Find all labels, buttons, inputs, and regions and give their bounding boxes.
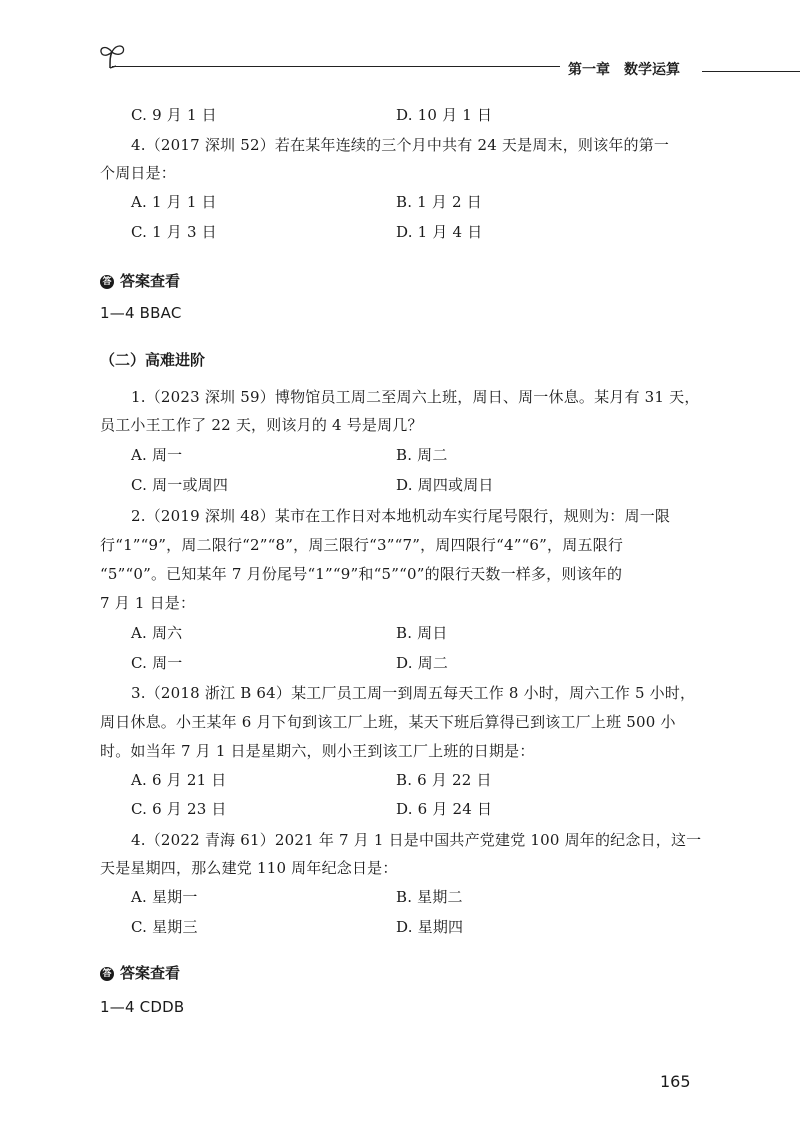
q4-option-d: D. 1 月 4 日	[396, 223, 483, 241]
p2-question-1-line-2: 员工小王工作了 22 天，则该月的 4 号是周几？	[100, 416, 423, 434]
p2-q1-option-b: B. 周二	[396, 446, 448, 464]
answer-heading-2	[100, 962, 180, 983]
p2-q2-option-b: B. 周日	[396, 624, 448, 642]
answer-heading-text: 答案查看	[120, 964, 181, 982]
p2-question-2-line-3: “5”“0”。已知某年 7 月份尾号“1”“9”和“5”“0”的限行天数一样多，则该年的	[100, 565, 623, 583]
p2-question-1-line-1: 1.（2023 深圳 59）博物馆员工周二至周六上班，周日、周一休息。某月有 31 天，	[131, 388, 700, 406]
q4-option-b: B. 1 月 2 日	[396, 193, 482, 211]
answer-heading-1	[100, 270, 180, 291]
option-d-prev: D. 10 月 1 日	[396, 106, 493, 124]
p2-q2-option-c: C. 周一	[131, 654, 183, 672]
p2-q3-option-a: A. 6 月 21 日	[131, 771, 227, 789]
header-rule-right	[702, 71, 800, 72]
answer-heading-text: 答案查看	[120, 272, 181, 290]
p2-question-2-line-1: 2.（2019 深圳 48）某市在工作日对本地机动车实行尾号限行，规则为：周一限	[131, 507, 671, 525]
section-title: （二）高难进阶	[100, 351, 206, 369]
q4-option-c: C. 1 月 3 日	[131, 223, 217, 241]
p2-question-3-line-2: 周日休息。小王某年 6 月下旬到该工厂上班，某天下班后算得已到该工厂上班 500 小	[100, 713, 676, 731]
p2-q4-option-c: C. 星期三	[131, 918, 198, 936]
p2-question-2-line-4: 7 月 1 日是：	[100, 594, 196, 612]
p2-q3-option-d: D. 6 月 24 日	[396, 800, 493, 818]
p2-question-2-line-2: 行“1”“9”，周二限行“2”“8”，周三限行“3”“7”，周四限行“4”“6”，周五限行	[100, 536, 624, 554]
p2-q1-option-c: C. 周一或周四	[131, 476, 229, 494]
p2-q3-option-b: B. 6 月 22 日	[396, 771, 492, 789]
p2-q4-option-d: D. 星期四	[396, 918, 464, 936]
page-number: 165	[660, 1072, 691, 1091]
question-4-line-1: 4.（2017 深圳 52）若在某年连续的三个月中共有 24 天是周末，则该年的第一	[131, 136, 670, 154]
p2-q1-option-d: D. 周四或周日	[396, 476, 494, 494]
p2-q4-option-a: A. 星期一	[131, 888, 198, 906]
q4-option-a: A. 1 月 1 日	[131, 193, 217, 211]
chapter-title: 第一章 数学运算	[568, 62, 680, 78]
p2-q2-option-a: A. 周六	[131, 624, 183, 642]
p2-q4-option-b: B. 星期二	[396, 888, 463, 906]
p2-question-3-line-1: 3.（2018 浙江 B 64）某工厂员工周一到周五每天工作 8 小时，周六工作 5 小时，	[131, 684, 696, 702]
question-4-line-2: 个周日是：	[100, 164, 177, 182]
p2-question-3-line-3: 时。如当年 7 月 1 日是星期六，则小王到该工厂上班的日期是：	[100, 742, 535, 760]
answer-badge-icon: 答	[100, 967, 114, 981]
p2-q1-option-a: A. 周一	[131, 446, 183, 464]
option-c-prev: C. 9 月 1 日	[131, 106, 217, 124]
answer-text-2: 1—4 CDDB	[100, 998, 185, 1016]
answer-badge-icon: 答	[100, 275, 114, 289]
p2-q3-option-c: C. 6 月 23 日	[131, 800, 227, 818]
p2-question-4-line-1: 4.（2022 青海 61）2021 年 7 月 1 日是中国共产党建党 100 周年的纪念日，这一	[131, 831, 702, 849]
p2-question-4-line-2: 天是星期四，那么建党 110 周年纪念日是：	[100, 859, 398, 877]
answer-text-1: 1—4 BBAC	[100, 304, 182, 322]
p2-q2-option-d: D. 周二	[396, 654, 449, 672]
header-rule-left	[112, 66, 560, 67]
